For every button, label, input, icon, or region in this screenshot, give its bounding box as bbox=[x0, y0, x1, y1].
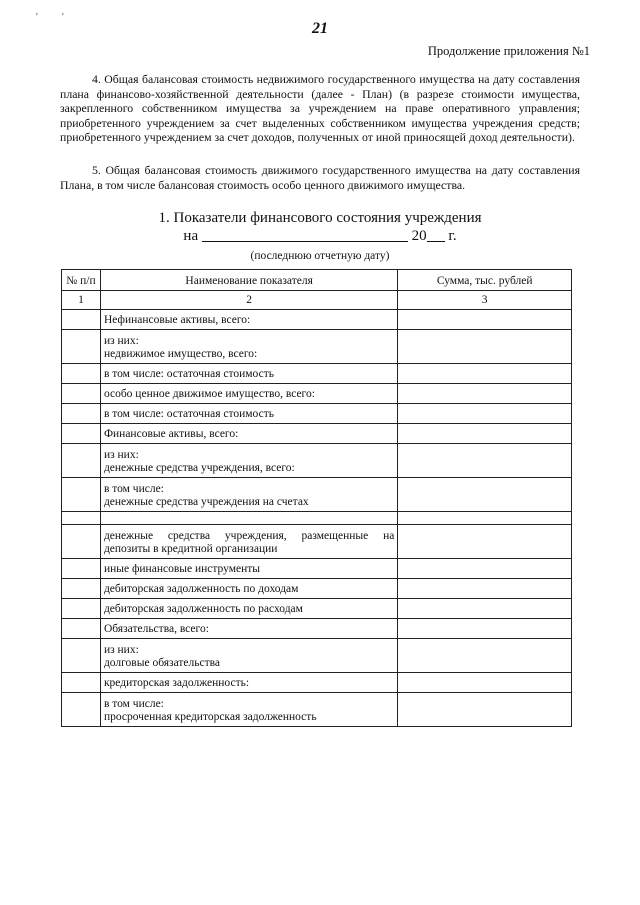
indicator-label: недвижимое имущество, всего: bbox=[103, 348, 258, 360]
date-year: 20 bbox=[411, 228, 427, 244]
table-row bbox=[62, 404, 572, 424]
indicator-label: из них: bbox=[103, 644, 139, 656]
indicator-name-cell bbox=[100, 673, 397, 693]
column-number-row bbox=[62, 291, 572, 310]
row-number-cell[interactable] bbox=[62, 512, 101, 525]
indicator-label: в том числе: bbox=[103, 698, 164, 710]
indicator-label: Нефинансовые активы, всего: bbox=[103, 314, 251, 326]
indicator-label: дебиторская задолженность по расходам bbox=[103, 603, 303, 615]
scan-mark: ' bbox=[62, 12, 64, 23]
amount-cell[interactable] bbox=[398, 512, 572, 525]
amount-cell[interactable] bbox=[398, 364, 572, 384]
table-header-row bbox=[62, 270, 572, 291]
row-number-cell[interactable] bbox=[62, 444, 101, 478]
indicator-label: Обязательства, всего: bbox=[103, 623, 209, 635]
table-row bbox=[62, 619, 572, 639]
indicator-label: денежные средства учреждения, размещенные на bbox=[103, 530, 395, 542]
amount-cell[interactable] bbox=[398, 599, 572, 619]
table-row bbox=[62, 673, 572, 693]
year-blank[interactable] bbox=[427, 227, 445, 242]
table-row bbox=[62, 364, 572, 384]
paragraph-5: 5. Общая балансовая стоимость движимого государственного имущества на дату составления Плана, в том числе балансовая стоимость особо ценного движимого имущества. bbox=[60, 163, 580, 192]
appendix-note: Продолжение приложения №1 bbox=[427, 44, 590, 58]
indicator-name-cell bbox=[100, 384, 397, 404]
row-number-cell[interactable] bbox=[62, 384, 101, 404]
row-number-cell[interactable] bbox=[62, 404, 101, 424]
header-number: № п/п bbox=[62, 270, 101, 291]
indicator-name-cell bbox=[100, 424, 397, 444]
indicator-label: из них: bbox=[103, 335, 139, 347]
page-number: 21 bbox=[312, 20, 328, 37]
date-suffix: г. bbox=[448, 228, 457, 244]
amount-cell[interactable] bbox=[398, 404, 572, 424]
indicator-label: иные финансовые инструменты bbox=[103, 563, 261, 575]
row-number-cell[interactable] bbox=[62, 619, 101, 639]
date-note: (последнюю отчетную дату) bbox=[250, 250, 390, 262]
amount-cell[interactable] bbox=[398, 639, 572, 673]
row-number-cell[interactable] bbox=[62, 579, 101, 599]
column-number: 1 bbox=[62, 291, 101, 310]
indicator-name-cell bbox=[100, 639, 397, 673]
indicator-label: из них: bbox=[103, 449, 139, 461]
row-number-cell[interactable] bbox=[62, 639, 101, 673]
indicator-label: долговые обязательства bbox=[103, 657, 221, 669]
amount-cell[interactable] bbox=[398, 525, 572, 559]
row-number-cell[interactable] bbox=[62, 673, 101, 693]
table-row bbox=[62, 330, 572, 364]
financial-indicators-table bbox=[61, 269, 572, 727]
indicator-name-cell bbox=[100, 559, 397, 579]
date-blank[interactable] bbox=[202, 227, 408, 242]
row-number-cell[interactable] bbox=[62, 693, 101, 727]
table-row bbox=[62, 599, 572, 619]
paragraph-4: 4. Общая балансовая стоимость недвижимого государственного имущества на дату составления плана финансово-хозяйственной деятельности (далее - План) (в разрезе стоимости имущества, закрепленного собственником имущества за учреждением на праве оперативного управления; приобретенного учреждением за счет выделенных собственником имущества учреждения средств; приобретенного учреждением за счет доходов, полученных от иной приносящей доход деятельности). bbox=[60, 72, 580, 145]
table-row bbox=[62, 639, 572, 673]
indicator-label: депозиты в кредитной организации bbox=[103, 543, 278, 555]
header-indicator-name: Наименование показателя bbox=[100, 270, 397, 291]
indicator-name-cell bbox=[100, 599, 397, 619]
amount-cell[interactable] bbox=[398, 619, 572, 639]
section-title: 1. Показатели финансового состояния учреждения bbox=[158, 210, 482, 226]
row-number-cell[interactable] bbox=[62, 525, 101, 559]
amount-cell[interactable] bbox=[398, 310, 572, 330]
date-prefix: на bbox=[183, 228, 199, 244]
header-amount: Сумма, тыс. рублей bbox=[398, 270, 572, 291]
row-number-cell[interactable] bbox=[62, 599, 101, 619]
table-row bbox=[62, 424, 572, 444]
row-number-cell[interactable] bbox=[62, 424, 101, 444]
indicator-name-cell bbox=[100, 512, 397, 525]
row-number-cell[interactable] bbox=[62, 559, 101, 579]
indicator-label: Финансовые активы, всего: bbox=[103, 428, 239, 440]
indicator-label: в том числе: остаточная стоимость bbox=[103, 368, 274, 380]
column-number: 2 bbox=[100, 291, 397, 310]
table-row bbox=[62, 478, 572, 512]
table-row bbox=[62, 559, 572, 579]
table-row bbox=[62, 444, 572, 478]
indicator-label: в том числе: остаточная стоимость bbox=[103, 408, 274, 420]
indicator-label: денежные средства учреждения на счетах bbox=[103, 496, 309, 508]
indicator-name-cell bbox=[100, 404, 397, 424]
row-number-cell[interactable] bbox=[62, 330, 101, 364]
amount-cell[interactable] bbox=[398, 330, 572, 364]
table-row bbox=[62, 525, 572, 559]
report-date-line bbox=[60, 227, 580, 245]
row-number-cell[interactable] bbox=[62, 364, 101, 384]
indicator-name-cell bbox=[100, 525, 397, 559]
table-row bbox=[62, 384, 572, 404]
indicator-label: денежные средства учреждения, всего: bbox=[103, 462, 295, 474]
row-number-cell[interactable] bbox=[62, 478, 101, 512]
indicator-label: кредиторская задолженность: bbox=[103, 677, 250, 689]
table-row bbox=[62, 693, 572, 727]
indicator-label: особо ценное движимое имущество, всего: bbox=[103, 388, 315, 400]
amount-cell[interactable] bbox=[398, 579, 572, 599]
indicator-name-cell bbox=[100, 478, 397, 512]
table-row bbox=[62, 512, 572, 525]
indicator-label: просроченная кредиторская задолженность bbox=[103, 711, 317, 723]
indicator-label: в том числе: bbox=[103, 483, 164, 495]
column-number: 3 bbox=[398, 291, 572, 310]
amount-cell[interactable] bbox=[398, 444, 572, 478]
indicator-label: дебиторская задолженность по доходам bbox=[103, 583, 299, 595]
indicator-name-cell bbox=[100, 693, 397, 727]
indicator-name-cell bbox=[100, 444, 397, 478]
row-number-cell[interactable] bbox=[62, 310, 101, 330]
indicator-name-cell bbox=[100, 364, 397, 384]
indicator-name-cell bbox=[100, 579, 397, 599]
table-row bbox=[62, 310, 572, 330]
indicator-name-cell bbox=[100, 619, 397, 639]
amount-cell[interactable] bbox=[398, 478, 572, 512]
amount-cell[interactable] bbox=[398, 673, 572, 693]
table-row bbox=[62, 579, 572, 599]
amount-cell[interactable] bbox=[398, 559, 572, 579]
amount-cell[interactable] bbox=[398, 384, 572, 404]
amount-cell[interactable] bbox=[398, 424, 572, 444]
indicator-name-cell bbox=[100, 330, 397, 364]
amount-cell[interactable] bbox=[398, 693, 572, 727]
indicator-name-cell bbox=[100, 310, 397, 330]
scan-mark: ' bbox=[36, 12, 38, 23]
